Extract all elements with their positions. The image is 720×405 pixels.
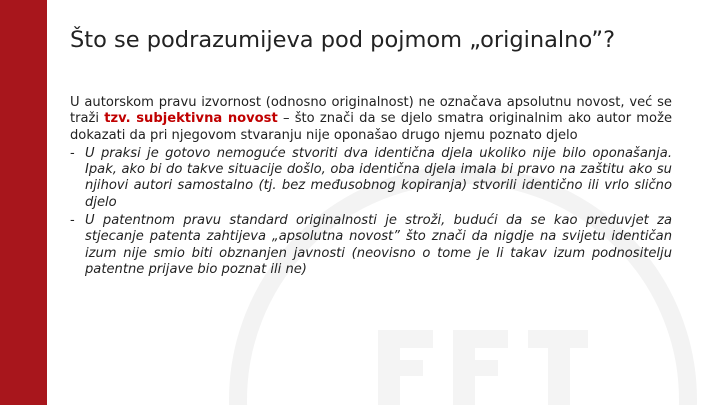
highlight-term: tzv. subjektivna novost: [104, 111, 278, 127]
bullet-item: [70, 146, 672, 211]
bullet-text: U praksi je gotovo nemoguće stvoriti dva identična djela ukoliko nije bilo oponašanja. Ipak, ako bi do takve situacije došlo, oba identična djela imala bi pravo na zaštitu ako su njihovi autori samostalno (tj. bez međusobnog kopiranja) stvorili identično ili vrlo slično djelo: [85, 145, 672, 210]
slide-title: Što se podrazumijeva pod pojmom „originalno”?: [70, 27, 616, 53]
bullet-item: [70, 213, 672, 278]
intro-text-start: U autorskom pravu izvornost (odnosno originalnost) ne označava apsolutnu novost, već se traži: [70, 95, 672, 127]
bullet-marker: -: [70, 145, 75, 161]
intro-text-end: – što znači da se djelo smatra originalnim ako autor može dokazati da pri njegovom stvaranju nije oponašao drugo njemu poznato djelo: [70, 111, 673, 143]
bullet-text: U patentnom pravu standard originalnosti je stroži, budući da se kao preduvjet za stjecanje patenta zahtijeva „apsolutna novost” što znači da nigdje na svijetu identičan izum nije smio biti obznanjen javnosti (neovisno o tome je li takav izum podnositelju patentne prijave bio poznat ili ne): [85, 213, 672, 277]
left-accent-bar: [0, 0, 47, 405]
intro-paragraph: [70, 95, 672, 144]
slide-body: [70, 95, 672, 278]
bullet-marker: -: [70, 213, 75, 229]
